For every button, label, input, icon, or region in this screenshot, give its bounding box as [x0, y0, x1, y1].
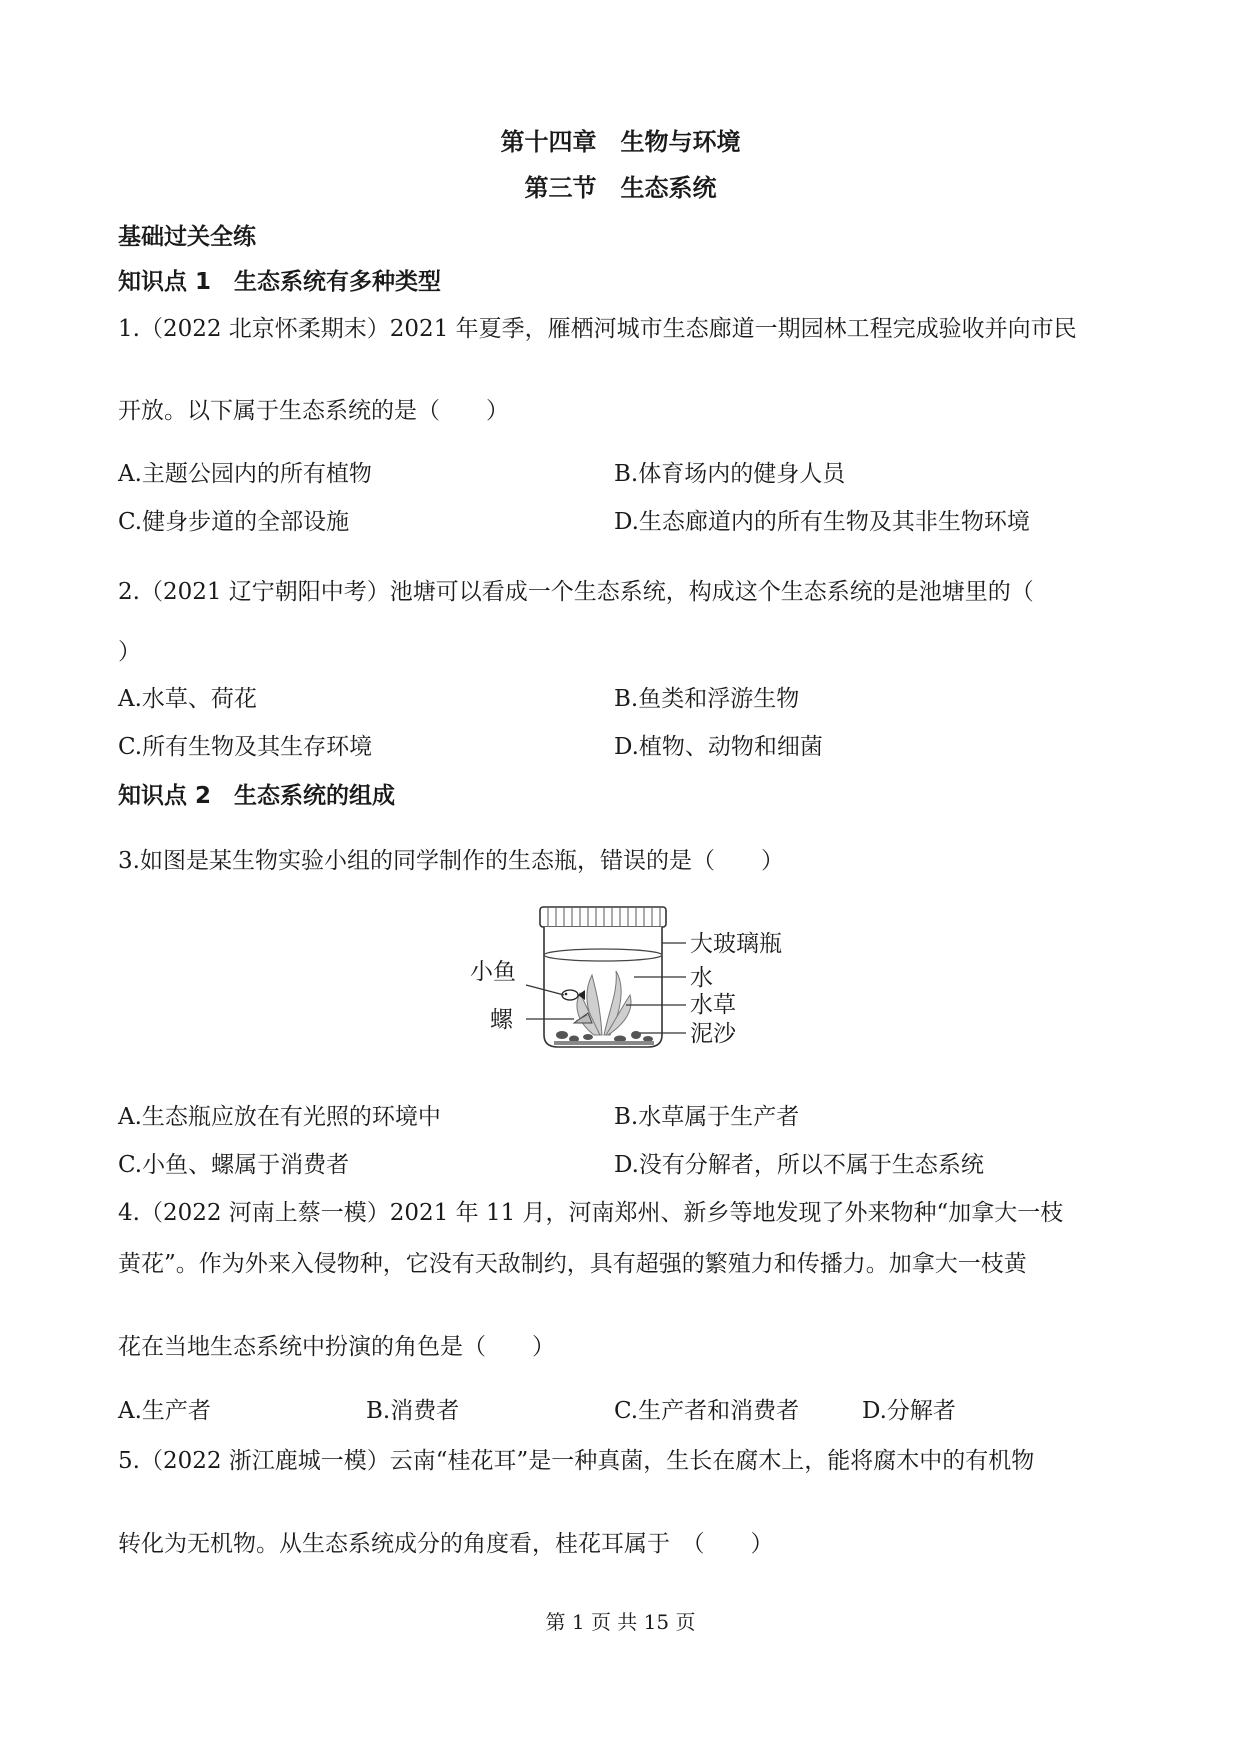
- question-1-line-1: 1.（2022 北京怀柔期末）2021 年夏季，雁栖河城市生态廊道一期园林工程完成验收并向市民: [118, 316, 1077, 342]
- question-2-option-d: D.植物、动物和细菌: [614, 734, 823, 760]
- bottle-lid: [540, 907, 666, 927]
- question-4-option-a: A.生产者: [118, 1398, 211, 1424]
- question-4-option-c: C.生产者和消费者: [614, 1398, 800, 1424]
- question-1-option-a: A.主题公园内的所有植物: [118, 461, 372, 487]
- question-4-line-2: 黄花”。作为外来入侵物种，它没有天敌制约，具有超强的繁殖力和传播力。加拿大一枝黄: [118, 1251, 1027, 1277]
- question-3-option-d: D.没有分解者，所以不属于生态系统: [614, 1152, 984, 1178]
- question-4-line-3: 花在当地生态系统中扮演的角色是（ ）: [118, 1334, 555, 1360]
- question-1-option-c: C.健身步道的全部设施: [118, 509, 350, 535]
- bottle-body: [544, 927, 662, 1047]
- question-2-option-c: C.所有生物及其生存环境: [118, 734, 373, 760]
- question-5-line-2: 转化为无机物。从生态系统成分的角度看，桂花耳属于 （ ）: [118, 1531, 774, 1557]
- question-2-option-b: B.鱼类和浮游生物: [614, 686, 800, 712]
- question-4-option-b: B.消费者: [366, 1398, 460, 1424]
- question-1-line-2: 开放。以下属于生态系统的是（ ）: [118, 398, 509, 424]
- label-sand: 泥沙: [690, 1021, 736, 1047]
- question-5-line-1: 5.（2022 浙江鹿城一模）云南“桂花耳”是一种真菌，生长在腐木上，能将腐木中的有机物: [118, 1448, 1035, 1474]
- practice-title: 基础过关全练: [118, 224, 256, 250]
- question-1-option-b: B.体育场内的健身人员: [614, 461, 846, 487]
- label-fish: 小鱼: [470, 959, 516, 985]
- question-4-line-1: 4.（2022 河南上蔡一模）2021 年 11 月，河南郑州、新乡等地发现了外来物种“加拿大一枝: [118, 1200, 1064, 1226]
- question-3-option-a: A.生态瓶应放在有光照的环境中: [118, 1104, 441, 1130]
- question-3-line-1: 3.如图是某生物实验小组的同学制作的生态瓶，错误的是（ ）: [118, 848, 784, 874]
- label-bottle: 大玻璃瓶: [690, 931, 782, 957]
- section-title: 第三节 生态系统: [524, 174, 717, 202]
- label-snail: 螺: [490, 1007, 513, 1033]
- label-plant: 水草: [690, 992, 736, 1018]
- question-2-line-2: ）: [118, 639, 141, 665]
- question-2-option-a: A.水草、荷花: [118, 686, 257, 712]
- question-1-option-d: D.生态廊道内的所有生物及其非生物环境: [614, 509, 1030, 535]
- page-footer: 第 1 页 共 15 页: [545, 1610, 696, 1634]
- chapter-title: 第十四章 生物与环境: [500, 128, 741, 156]
- question-3-option-c: C.小鱼、螺属于消费者: [118, 1152, 350, 1178]
- question-3-option-b: B.水草属于生产者: [614, 1104, 800, 1130]
- knowledge-point-1: 知识点 1 生态系统有多种类型: [118, 269, 442, 295]
- eco-bottle-figure: [470, 895, 782, 1065]
- label-water: 水: [690, 965, 713, 991]
- question-2-line-1: 2.（2021 辽宁朝阳中考）池塘可以看成一个生态系统，构成这个生态系统的是池塘里的（: [118, 579, 1034, 605]
- knowledge-point-2: 知识点 2 生态系统的组成: [118, 783, 396, 809]
- question-4-option-d: D.分解者: [862, 1398, 956, 1424]
